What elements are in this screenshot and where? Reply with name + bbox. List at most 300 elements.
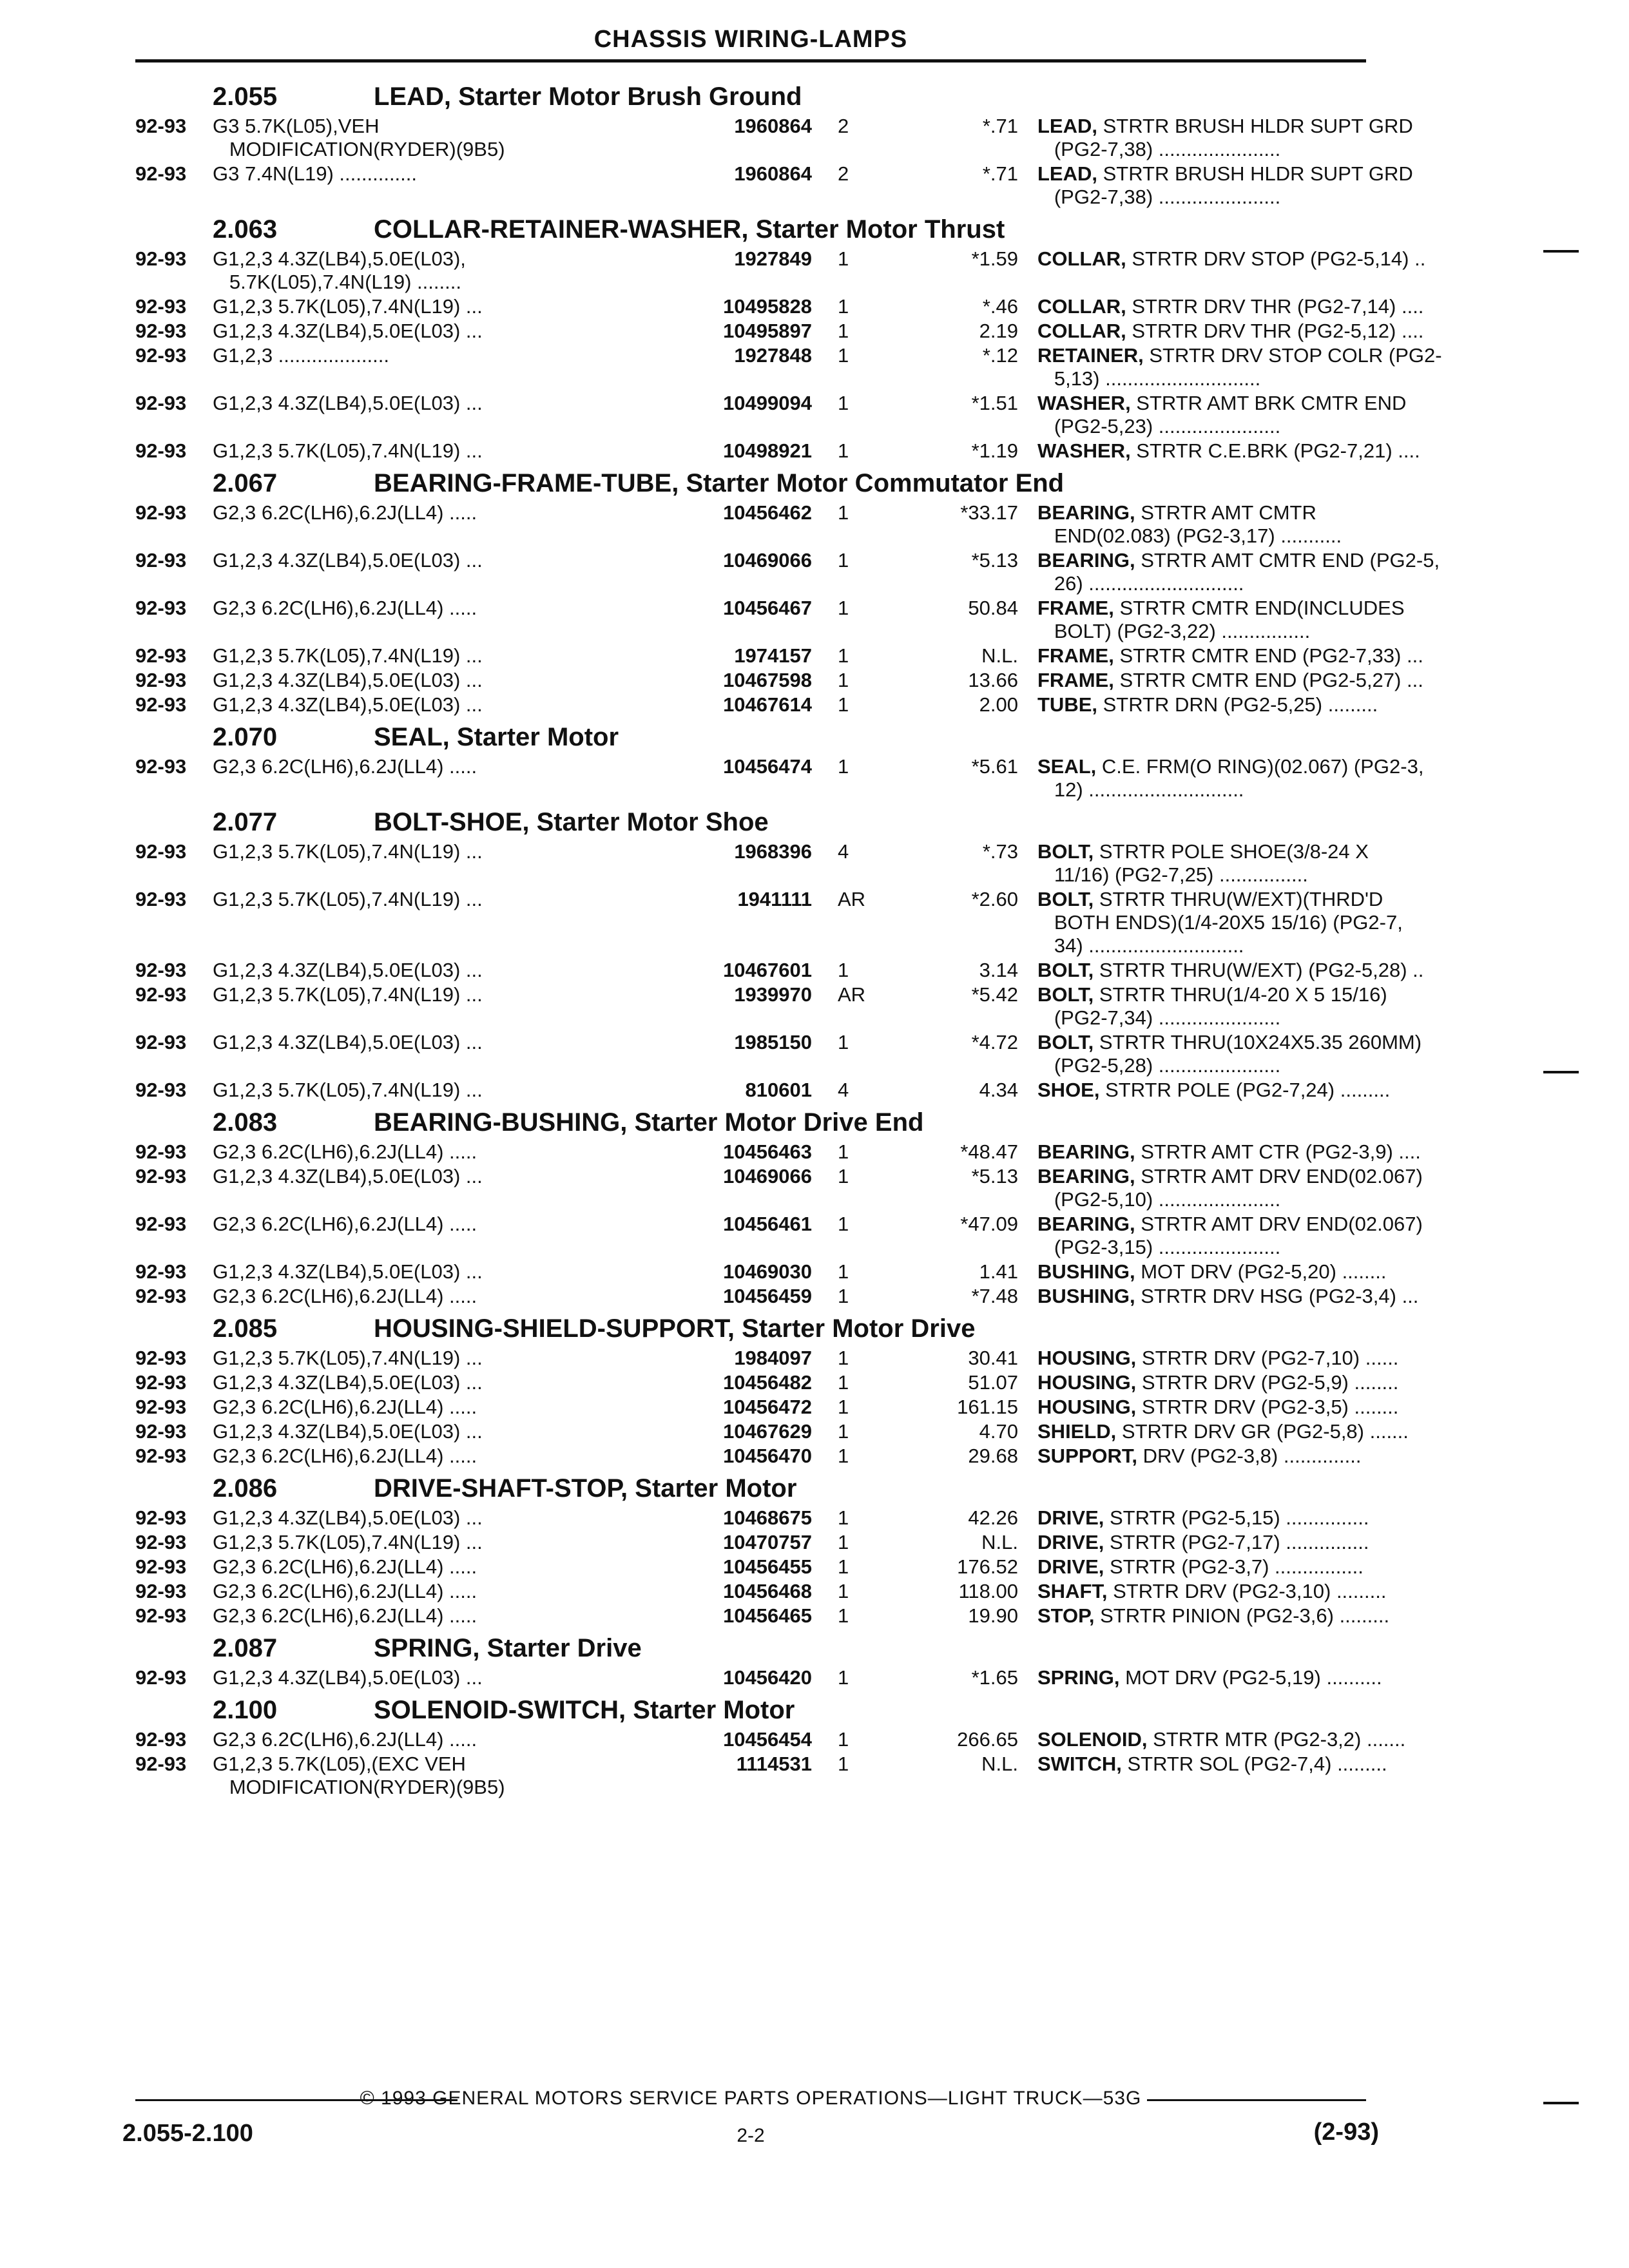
price: *5.13: [971, 549, 1018, 572]
description-detail: MOT DRV (PG2-5,20) ........: [1135, 1260, 1387, 1283]
description-detail: STRTR AMT CMTR END (PG2-5, 26) ............................: [1054, 549, 1440, 595]
description-detail: STRTR THRU(W/EXT)(THRD'D BOTH ENDS)(1/4-20X5 15/16) (PG2-7, 34) ............................: [1054, 888, 1403, 957]
model-year: 92-93: [135, 1445, 187, 1467]
description-detail: STRTR SOL (PG2-7,4) .........: [1121, 1753, 1387, 1775]
part-description: [1037, 549, 1440, 595]
section-title-main: SEAL,: [374, 723, 450, 751]
quantity: 1: [838, 392, 849, 414]
description-detail: STRTR MTR (PG2-3,2) .......: [1147, 1728, 1406, 1751]
description-detail: STRTR CMTR END(INCLUDES BOLT) (PG2-3,22) ................: [1054, 597, 1405, 642]
part-number: 10469066: [723, 1165, 812, 1187]
description-detail: STRTR AMT BRK CMTR END (PG2-5,23) ......................: [1054, 392, 1407, 437]
part-description: [1037, 755, 1424, 802]
description-detail: STRTR POLE SHOE(3/8-24 X 11/16) (PG2-7,25) ................: [1054, 840, 1369, 886]
table-row: [135, 162, 1413, 210]
table-row: [135, 1555, 1366, 1580]
model-year: 92-93: [135, 247, 187, 270]
quantity: 1: [838, 295, 849, 318]
description-detail: C.E. FRM(O RING)(02.067) (PG2-3, 12) ............................: [1054, 755, 1424, 801]
table-row: [135, 959, 1424, 983]
model-application: G1,2,3 5.7K(L05),7.4N(L19) ...: [213, 1079, 483, 1101]
model-application: G2,3 6.2C(LH6),6.2J(LL4) .....: [213, 755, 477, 778]
part-number: 1985150: [734, 1031, 812, 1053]
table-row: [135, 1396, 1399, 1420]
table-row: [135, 693, 1378, 718]
description-noun: SPRING,: [1037, 1666, 1120, 1689]
page-title: CHASSIS WIRING-LAMPS: [593, 26, 908, 53]
model-year: 92-93: [135, 1371, 187, 1394]
part-number: 10456482: [723, 1371, 812, 1394]
section-number: 2.077: [213, 808, 278, 836]
quantity: 1: [838, 1531, 849, 1553]
part-number: 10495828: [723, 295, 812, 318]
part-description: [1037, 115, 1413, 161]
quantity: 4: [838, 1079, 849, 1101]
part-number: 10456455: [723, 1555, 812, 1578]
price: 19.90: [968, 1604, 1018, 1627]
model-year: 92-93: [135, 755, 187, 778]
quantity: 1: [838, 1347, 849, 1369]
quantity: 1: [838, 1580, 849, 1602]
table-row: [135, 1728, 1406, 1753]
part-description: [1037, 597, 1405, 643]
quantity: 1: [838, 501, 849, 524]
footer-date: (2-93): [1313, 2119, 1379, 2146]
description-noun: DRIVE,: [1037, 1531, 1104, 1553]
section-title-sub: Starter Motor Drive End: [634, 1108, 924, 1137]
part-number: 10468675: [723, 1506, 812, 1529]
description-detail: STRTR AMT CMTR END(02.083) (PG2-3,17) ...........: [1054, 501, 1342, 547]
model-year: 92-93: [135, 1260, 187, 1283]
part-description: [1037, 1728, 1406, 1751]
section-title-main: HOUSING-SHIELD-SUPPORT,: [374, 1314, 735, 1343]
part-number: 1974157: [734, 644, 812, 667]
part-description: [1037, 693, 1378, 716]
description-detail: STRTR C.E.BRK (PG2-7,21) ....: [1130, 439, 1420, 462]
model-year: 92-93: [135, 597, 187, 619]
section-number: 2.055: [213, 82, 278, 111]
price: 42.26: [968, 1506, 1018, 1529]
price: 4.70: [979, 1420, 1018, 1443]
section-heading: [135, 1103, 1366, 1140]
price: N.L.: [981, 1753, 1018, 1775]
description-detail: STRTR AMT DRV END(02.067) (PG2-5,10) ......................: [1054, 1165, 1423, 1211]
quantity: 1: [838, 1165, 849, 1187]
quantity: 1: [838, 1666, 849, 1689]
footer-copyright: © 1993 GENERAL MOTORS SERVICE PARTS OPERATIONS—LIGHT TRUCK—53G: [360, 2088, 1142, 2109]
model-application: G1,2,3 5.7K(L05),7.4N(L19) ...: [213, 1347, 483, 1369]
price: 176.52: [957, 1555, 1018, 1578]
section-title-main: BEARING-BUSHING,: [374, 1108, 628, 1137]
table-row: [135, 1347, 1399, 1371]
model-year: 92-93: [135, 295, 187, 318]
price: *33.17: [960, 501, 1018, 524]
price: *1.65: [971, 1666, 1018, 1689]
description-noun: LEAD,: [1037, 162, 1097, 185]
description-noun: BOLT,: [1037, 888, 1094, 910]
part-number: 1960864: [734, 162, 812, 185]
margin-mark: [1543, 250, 1579, 253]
description-detail: STRTR DRV STOP (PG2-5,14) ..: [1126, 247, 1426, 270]
table-row: [135, 320, 1424, 344]
quantity: 1: [838, 1285, 849, 1307]
description-detail: STRTR PINION (PG2-3,6) .........: [1094, 1604, 1390, 1627]
table-row: [135, 1285, 1419, 1309]
section-title-main: DRIVE-SHAFT-STOP,: [374, 1474, 628, 1503]
table-row: [135, 1031, 1422, 1079]
model-year: 92-93: [135, 1396, 187, 1418]
quantity: AR: [838, 888, 866, 910]
section-title: [374, 1314, 975, 1343]
part-number: 10456463: [723, 1140, 812, 1163]
section-title: [374, 1634, 642, 1663]
description-noun: FRAME,: [1037, 669, 1114, 691]
description-noun: STOP,: [1037, 1604, 1095, 1627]
price: *47.09: [960, 1213, 1018, 1235]
description-noun: COLLAR,: [1037, 320, 1126, 342]
description-detail: STRTR AMT CTR (PG2-3,9) ....: [1135, 1140, 1421, 1163]
section-title: [374, 808, 769, 837]
description-detail: STRTR DRV (PG2-3,5) ........: [1136, 1396, 1399, 1418]
parts-listing: [135, 77, 1442, 1800]
description-noun: DRIVE,: [1037, 1555, 1104, 1578]
section-heading: [135, 77, 1366, 115]
part-description: [1037, 1285, 1419, 1308]
model-year: 92-93: [135, 1213, 187, 1235]
part-description: [1037, 644, 1423, 668]
price: 2.00: [979, 693, 1018, 716]
model-year: 92-93: [135, 1555, 187, 1578]
part-number: 10456467: [723, 597, 812, 619]
model-application: G2,3 6.2C(LH6),6.2J(LL4) .....: [213, 1555, 477, 1578]
price: *5.42: [971, 983, 1018, 1006]
header-rule: [135, 59, 1366, 62]
model-application: G1,2,3 5.7K(L05),7.4N(L19) ...: [213, 1531, 483, 1553]
model-year: 92-93: [135, 888, 187, 910]
price: *1.59: [971, 247, 1018, 270]
section-title-sub: Starter Motor: [456, 723, 619, 751]
section-title-sub: Starter Motor: [635, 1474, 797, 1503]
price: *1.51: [971, 392, 1018, 414]
table-row: [135, 1753, 1387, 1800]
part-number: 810601: [745, 1079, 812, 1101]
model-year: 92-93: [135, 392, 187, 414]
quantity: 1: [838, 1140, 849, 1163]
table-row: [135, 1531, 1369, 1555]
section-title-main: LEAD,: [374, 82, 451, 111]
part-number: 10456474: [723, 755, 812, 778]
part-description: [1037, 1213, 1423, 1259]
section-heading: [135, 1469, 1366, 1506]
table-row: [135, 983, 1387, 1031]
section-2-055: [135, 77, 1413, 210]
description-detail: STRTR (PG2-3,7) ................: [1104, 1555, 1364, 1578]
price: 118.00: [958, 1580, 1018, 1602]
section-number: 2.087: [213, 1634, 278, 1662]
model-year: 92-93: [135, 1140, 187, 1163]
part-number: 10495897: [723, 320, 812, 342]
part-description: [1037, 392, 1407, 438]
section-2-077: [135, 803, 1424, 1103]
description-noun: SOLENOID,: [1037, 1728, 1148, 1751]
section-title-main: COLLAR-RETAINER-WASHER,: [374, 215, 749, 244]
model-year: 92-93: [135, 1506, 187, 1529]
description-noun: FRAME,: [1037, 644, 1114, 667]
section-2-100: [135, 1691, 1406, 1800]
price: 2.19: [979, 320, 1018, 342]
section-2-083: [135, 1103, 1423, 1309]
price: 13.66: [968, 669, 1018, 691]
quantity: 1: [838, 1445, 849, 1467]
section-heading: [135, 1309, 1366, 1347]
description-noun: FRAME,: [1037, 597, 1114, 619]
model-year: 92-93: [135, 1165, 187, 1187]
table-row: [135, 669, 1423, 693]
table-row: [135, 888, 1403, 959]
price: 161.15: [957, 1396, 1018, 1418]
description-noun: SHOE,: [1037, 1079, 1100, 1101]
part-description: [1037, 162, 1413, 209]
model-application: G2,3 6.2C(LH6),6.2J(LL4) .....: [213, 1728, 477, 1751]
table-row: [135, 392, 1407, 439]
part-description: [1037, 840, 1369, 887]
model-year: 92-93: [135, 549, 187, 572]
price: *.46: [982, 295, 1018, 318]
model-application: G2,3 6.2C(LH6),6.2J(LL4) .....: [213, 1445, 477, 1467]
description-detail: MOT DRV (PG2-5,19) ..........: [1119, 1666, 1382, 1689]
part-description: [1037, 1666, 1382, 1689]
part-description: [1037, 1445, 1366, 1468]
part-description: [1037, 1371, 1399, 1394]
description-detail: STRTR DRN (PG2-5,25) .........: [1097, 693, 1378, 716]
part-number: 10456465: [723, 1604, 812, 1627]
description-noun: COLLAR,: [1037, 295, 1126, 318]
section-2-085: [135, 1309, 1409, 1469]
section-number: 2.086: [213, 1474, 278, 1503]
part-number: 1939970: [734, 983, 812, 1006]
description-detail: STRTR DRV (PG2-3,10) .........: [1107, 1580, 1387, 1602]
quantity: 1: [838, 597, 849, 619]
quantity: 1: [838, 439, 849, 462]
section-title-sub: Starter Motor Commutator End: [686, 469, 1065, 497]
model-application: G3 5.7K(L05),VEH MODIFICATION(RYDER)(9B5): [213, 115, 505, 160]
part-description: [1037, 344, 1442, 390]
part-description: [1037, 1604, 1390, 1628]
description-noun: BOLT,: [1037, 983, 1094, 1006]
model-application: G1,2,3 4.3Z(LB4),5.0E(L03) ...: [213, 1420, 483, 1443]
description-detail: STRTR BRUSH HLDR SUPT GRD (PG2-7,38) ......................: [1054, 115, 1413, 160]
part-description: [1037, 247, 1426, 271]
section-2-070: [135, 718, 1424, 803]
table-row: [135, 549, 1440, 597]
model-application: G2,3 6.2C(LH6),6.2J(LL4) .....: [213, 1396, 477, 1418]
description-detail: STRTR CMTR END (PG2-5,27) ...: [1113, 669, 1423, 691]
section-title-sub: Starter Motor Brush Ground: [458, 82, 802, 111]
table-row: [135, 1604, 1390, 1629]
quantity: 1: [838, 344, 849, 367]
quantity: 1: [838, 755, 849, 778]
section-heading: [135, 210, 1366, 247]
model-year: 92-93: [135, 1580, 187, 1602]
section-title: [374, 215, 1005, 244]
description-detail: STRTR THRU(10X24X5.35 260MM) (PG2-5,28) ......................: [1054, 1031, 1422, 1077]
section-title: [374, 1474, 796, 1503]
description-noun: HOUSING,: [1037, 1396, 1137, 1418]
model-application: G1,2,3 4.3Z(LB4),5.0E(L03) ...: [213, 1506, 483, 1529]
quantity: 1: [838, 1396, 849, 1418]
section-heading: [135, 1629, 1366, 1666]
model-application: G1,2,3 4.3Z(LB4),5.0E(L03) ...: [213, 669, 483, 691]
table-row: [135, 755, 1424, 803]
price: 1.41: [979, 1260, 1018, 1283]
model-year: 92-93: [135, 669, 187, 691]
quantity: 1: [838, 693, 849, 716]
part-description: [1037, 295, 1424, 318]
section-2-087: [135, 1629, 1382, 1691]
part-number: 10467614: [723, 693, 812, 716]
section-title-main: BOLT-SHOE,: [374, 808, 530, 836]
model-application: G2,3 6.2C(LH6),6.2J(LL4) .....: [213, 1140, 477, 1163]
model-year: 92-93: [135, 959, 187, 981]
price: *7.48: [971, 1285, 1018, 1307]
table-row: [135, 1420, 1409, 1445]
part-description: [1037, 1260, 1387, 1283]
description-noun: BUSHING,: [1037, 1260, 1135, 1283]
part-number: 10456470: [723, 1445, 812, 1467]
description-detail: STRTR DRV HSG (PG2-3,4) ...: [1135, 1285, 1419, 1307]
price: *.71: [982, 162, 1018, 185]
description-noun: BOLT,: [1037, 1031, 1094, 1053]
part-number: 1984097: [734, 1347, 812, 1369]
model-application: G1,2,3 4.3Z(LB4),5.0E(L03) ...: [213, 1371, 483, 1394]
price: *2.60: [971, 888, 1018, 910]
price: 29.68: [968, 1445, 1018, 1467]
description-noun: SEAL,: [1037, 755, 1097, 778]
description-noun: BOLT,: [1037, 959, 1094, 981]
price: N.L.: [981, 1531, 1018, 1553]
description-detail: STRTR DRV GR (PG2-5,8) .......: [1116, 1420, 1409, 1443]
section-title: [374, 82, 802, 111]
section-title-main: BEARING-FRAME-TUBE,: [374, 469, 679, 497]
description-detail: STRTR THRU(W/EXT) (PG2-5,28) ..: [1094, 959, 1424, 981]
description-detail: STRTR DRV THR (PG2-5,12) ....: [1126, 320, 1424, 342]
section-title-sub: Starter Motor: [633, 1696, 795, 1724]
quantity: 1: [838, 1506, 849, 1529]
part-description: [1037, 983, 1387, 1030]
description-noun: TUBE,: [1037, 693, 1097, 716]
table-row: [135, 1140, 1421, 1165]
section-number: 2.063: [213, 215, 278, 244]
table-row: [135, 644, 1423, 669]
price: *48.47: [960, 1140, 1018, 1163]
quantity: 1: [838, 1260, 849, 1283]
model-year: 92-93: [135, 1031, 187, 1053]
section-title-main: SOLENOID-SWITCH,: [374, 1696, 626, 1724]
part-description: [1037, 1420, 1409, 1443]
table-row: [135, 1506, 1369, 1531]
model-application: G1,2,3 5.7K(L05),7.4N(L19) ...: [213, 295, 483, 318]
model-year: 92-93: [135, 1604, 187, 1627]
section-heading: [135, 464, 1366, 501]
part-number: 1114531: [736, 1753, 812, 1775]
model-application: G1,2,3 4.3Z(LB4),5.0E(L03), 5.7K(L05),7.4N(L19) ........: [213, 247, 466, 293]
description-noun: BUSHING,: [1037, 1285, 1135, 1307]
price: 51.07: [968, 1371, 1018, 1394]
description-detail: STRTR AMT DRV END(02.067) (PG2-3,15) ......................: [1054, 1213, 1423, 1258]
catalog-page: [122, 26, 1442, 2242]
quantity: 4: [838, 840, 849, 863]
section-title: [374, 1108, 923, 1137]
description-detail: STRTR (PG2-7,17) ...............: [1104, 1531, 1369, 1553]
part-number: 1941111: [737, 888, 812, 910]
price: *5.13: [971, 1165, 1018, 1187]
model-application: G1,2,3 4.3Z(LB4),5.0E(L03) ...: [213, 320, 483, 342]
part-number: 10456459: [723, 1285, 812, 1307]
model-application: G2,3 6.2C(LH6),6.2J(LL4) .....: [213, 1213, 477, 1235]
model-application: G3 7.4N(L19) ..............: [213, 162, 418, 185]
description-noun: WASHER,: [1037, 439, 1131, 462]
quantity: 1: [838, 320, 849, 342]
model-year: 92-93: [135, 1666, 187, 1689]
model-application: G1,2,3 4.3Z(LB4),5.0E(L03) ...: [213, 1666, 483, 1689]
description-noun: BEARING,: [1037, 501, 1135, 524]
part-description: [1037, 1031, 1422, 1077]
model-year: 92-93: [135, 501, 187, 524]
section-number: 2.100: [213, 1696, 278, 1724]
table-row: [135, 1213, 1423, 1260]
description-noun: HOUSING,: [1037, 1347, 1137, 1369]
description-detail: STRTR (PG2-5,15) ...............: [1104, 1506, 1369, 1529]
model-application: G1,2,3 5.7K(L05),7.4N(L19) ...: [213, 888, 483, 910]
price: 50.84: [968, 597, 1018, 619]
part-number: 10456461: [723, 1213, 812, 1235]
part-number: 10467629: [723, 1420, 812, 1443]
model-year: 92-93: [135, 644, 187, 667]
quantity: 1: [838, 1371, 849, 1394]
part-number: 1960864: [734, 115, 812, 137]
section-number: 2.067: [213, 469, 278, 497]
quantity: 1: [838, 644, 849, 667]
model-year: 92-93: [135, 115, 187, 137]
part-description: [1037, 1396, 1399, 1419]
part-number: 10498921: [723, 439, 812, 462]
model-application: G1,2,3 4.3Z(LB4),5.0E(L03) ...: [213, 1031, 483, 1053]
part-description: [1037, 1580, 1387, 1603]
description-noun: SHAFT,: [1037, 1580, 1108, 1602]
part-number: 1927849: [734, 247, 812, 270]
price: 30.41: [968, 1347, 1018, 1369]
part-description: [1037, 888, 1403, 957]
part-number: 10469030: [723, 1260, 812, 1283]
section-title: [374, 469, 1064, 498]
description-noun: LEAD,: [1037, 115, 1097, 137]
description-noun: SWITCH,: [1037, 1753, 1122, 1775]
part-description: [1037, 1079, 1391, 1102]
quantity: 1: [838, 669, 849, 691]
part-number: 10456420: [723, 1666, 812, 1689]
model-year: 92-93: [135, 1079, 187, 1101]
description-detail: DRV (PG2-3,8) ..............: [1137, 1445, 1362, 1467]
description-detail: STRTR DRV (PG2-7,10) ......: [1136, 1347, 1399, 1369]
quantity: 1: [838, 959, 849, 981]
section-2-063: [135, 210, 1442, 464]
model-application: G1,2,3 4.3Z(LB4),5.0E(L03) ...: [213, 693, 483, 716]
price: *4.72: [971, 1031, 1018, 1053]
table-row: [135, 344, 1442, 392]
price: *.12: [982, 344, 1018, 367]
part-number: 10456468: [723, 1580, 812, 1602]
description-noun: HOUSING,: [1037, 1371, 1137, 1394]
